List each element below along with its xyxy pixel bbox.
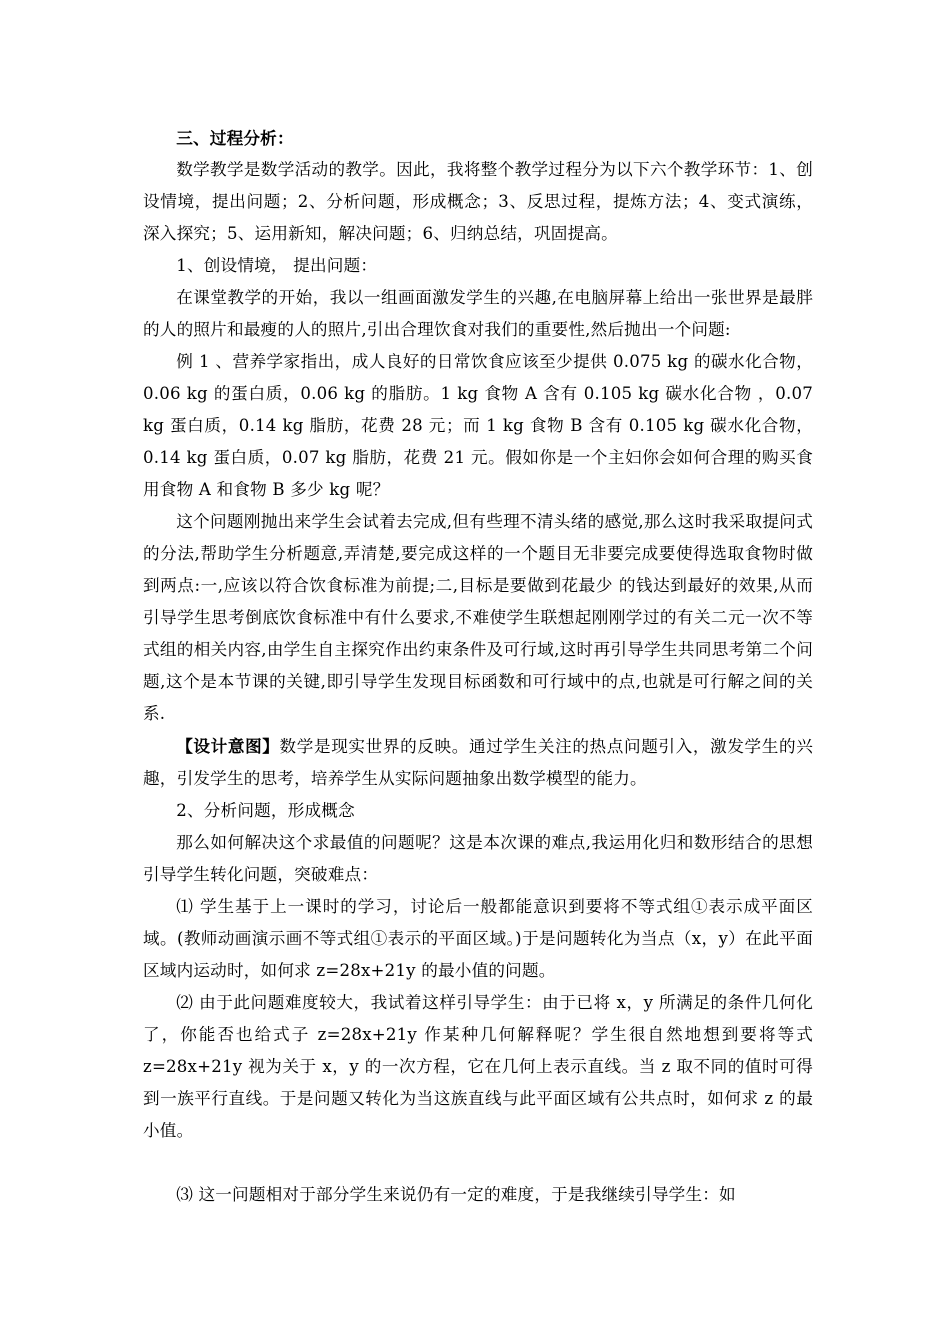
step1-heading: 1、创设情境， 提出问题： xyxy=(176,256,378,275)
item2-paragraph: ⑵ 由于此问题难度较大，我试着这样引导学生：由于已将 x，y 所满足的条件几何化了，你能否也给式子 z=28x+21y 作某种几何解释呢？学生很自然地想到要将等式 z=28x+21y 视为关于 x，y 的一次方程，它在几何上表示直线。当 z 取不同的值时可得到一族平行直线。于是问题又转化为当这族直线与此平面区域有公共点时，如何求 z 的最小值。 xyxy=(143,993,813,1140)
section-heading: 三、过程分析： xyxy=(176,128,294,148)
design-intent-label: 【设计意图】 xyxy=(176,736,280,756)
item1-paragraph: ⑴ 学生基于上一课时的学习，讨论后一般都能意识到要将不等式组①表示成平面区域。(教师动画演示画不等式组①表示的平面区域。)于是问题转化为当点（x，y）在此平面区域内运动时，如何求 z=28x+21y 的最小值的问题。 xyxy=(143,897,813,980)
step2-paragraph: 那么如何解决这个求最值的问题呢？这是本次课的难点,我运用化归和数形结合的思想引导学生转化问题，突破难点： xyxy=(143,833,813,884)
design-intent-paragraph xyxy=(143,730,813,795)
step1-paragraph: 在课堂教学的开始，我以一组画面激发学生的兴趣,在电脑屏幕上给出一张世界是最胖的人的照片和最瘦的人的照片,引出合理饮食对我们的重要性,然后抛出一个问题: xyxy=(143,288,813,339)
document-body xyxy=(143,122,813,1211)
step2-heading: 2、分析问题，形成概念 xyxy=(176,801,355,820)
item3-paragraph: ⑶ 这一问题相对于部分学生来说仍有一定的难度，于是我继续引导学生：如 xyxy=(176,1185,736,1204)
step1-analysis-paragraph: 这个问题刚抛出来学生会试着去完成,但有些理不清头绪的感觉,那么这时我采取提问式的分法,帮助学生分析题意,弄清楚,要完成这样的一个题目无非要完成要使得选取食物时做到两点:一,应该以符合饮食标准为前提;二,目标是要做到花最少 的钱达到最好的效果,从而引导学生思考倒底饮食标准中有什么要求,不难使学生联想起刚刚学过的有关二元一次不等式组的相关内容,由学生自主探究作出约束条件及可行域,这时再引导学生共同思考第二个问题,这个是本节课的关键,即引导学生发现目标函数和可行域中的点,也就是可行解之间的关系. xyxy=(143,512,813,723)
paragraph-spacer xyxy=(143,1147,813,1179)
example1-paragraph: 例 1 、营养学家指出，成人良好的日常饮食应该至少提供 0.075 kg 的碳水化合物，0.06 kg 的蛋白质，0.06 kg 的脂肪。1 kg 食物 A 含有 0.105 kg 碳水化合物 ，0.07 kg 蛋白质，0.14 kg 脂肪，花费 28 元；而 1 kg 食物 B 含有 0.105 kg 碳水化合物，0.14 kg 蛋白质，0.07 kg 脂肪，花费 21 元。假如你是一个主妇你会如何合理的购买食用食物 A 和食物 B 多少 kg 呢？ xyxy=(143,352,813,499)
design-intent-text: 数学是现实世界的反映。通过学生关注的热点问题引入，激发学生的兴趣，引发学生的思考，培养学生从实际问题抽象出数学模型的能力。 xyxy=(143,737,814,788)
intro-paragraph: 数学教学是数学活动的教学。因此，我将整个教学过程分为以下六个教学环节：1、创设情境，提出问题；2、分析问题，形成概念；3、反思过程，提炼方法；4、变式演练，深入探究；5、运用新知，解决问题；6、归纳总结，巩固提高。 xyxy=(143,160,813,243)
